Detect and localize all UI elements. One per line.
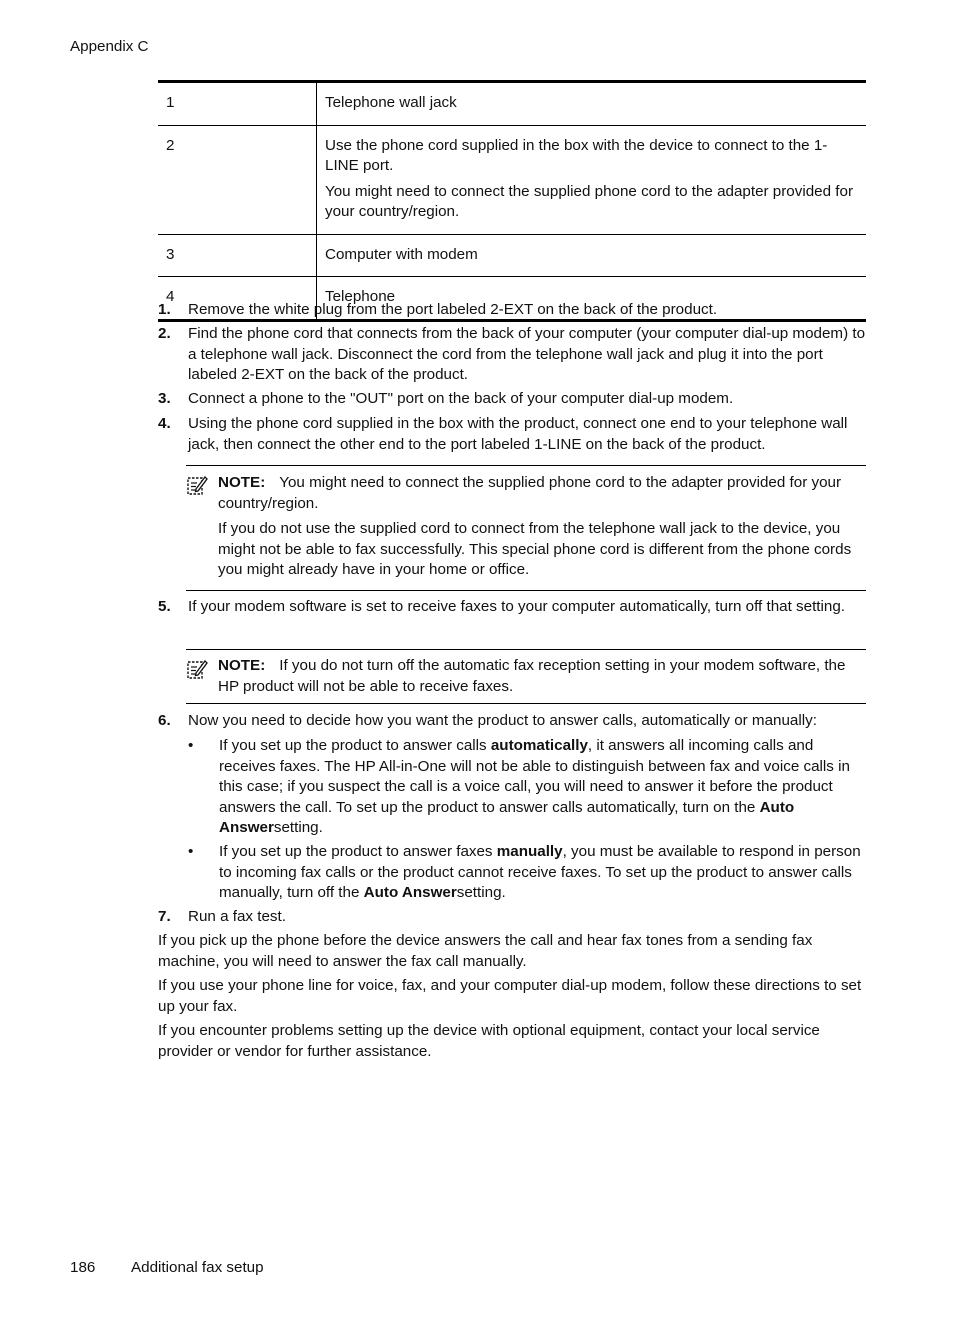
step-text: Remove the white plug from the port labeled 2-EXT on the back of the product. <box>188 301 718 318</box>
note-text: You might need to connect the supplied phone cord to the adapter provided for your country/region. <box>218 474 842 512</box>
step-number: 2. <box>158 325 171 342</box>
body-paragraph: If you pick up the phone before the device answers the call and hear fax tones from a sending fax machine, you will need to answer the fax call manually. <box>158 932 813 970</box>
callout-number: 3 <box>158 234 317 277</box>
step-6 <box>158 711 868 732</box>
step-text: If your modem software is set to receive faxes to your computer automatically, turn off that setting. <box>188 598 846 615</box>
table-row <box>158 234 866 277</box>
text-run: setting. <box>273 819 323 836</box>
step-text: Now you need to decide how you want the product to answer calls, automatically or manually: <box>188 712 817 729</box>
text-run: If you set up the product to answer calls <box>219 737 491 754</box>
note-icon <box>186 658 208 680</box>
step-4 <box>158 414 868 455</box>
note-label: NOTE: <box>218 474 266 491</box>
text-run: If you set up the product to answer faxes <box>219 843 497 860</box>
note-label: NOTE: <box>218 657 266 674</box>
bold-run: automatically <box>490 737 588 754</box>
note-text: If you do not turn off the automatic fax reception setting in your modem software, the HP product will not be able to receive faxes. <box>218 657 846 695</box>
page-number: 186 <box>70 1259 96 1276</box>
note-paragraph <box>218 473 866 514</box>
step-number: 1. <box>158 301 171 318</box>
text-run: setting. <box>456 884 506 901</box>
callout-description <box>317 125 867 234</box>
step-text: Run a fax test. <box>188 908 286 925</box>
callout-description <box>317 82 867 126</box>
bullet-manual <box>188 842 868 904</box>
bullet-dot: • <box>188 737 194 754</box>
callout-number: 1 <box>158 82 317 126</box>
step-text: Connect a phone to the "OUT" port on the back of your computer dial-up modem. <box>188 390 734 407</box>
bold-run: Auto Answer <box>363 884 457 901</box>
running-header: Appendix C <box>70 38 149 55</box>
step-3 <box>158 389 868 410</box>
step-text: Using the phone cord supplied in the box with the product, connect one end to your telephone wall jack, then connect the other end to the port labeled 1-LINE on the back of the product. <box>188 415 848 453</box>
step-2 <box>158 324 868 386</box>
step-5 <box>158 597 868 618</box>
bullet-dot: • <box>188 843 194 860</box>
callout-number: 2 <box>158 125 317 234</box>
bold-run: manually <box>496 843 563 860</box>
bullet-text <box>219 842 868 904</box>
note-paragraph <box>218 656 866 697</box>
step-number: 7. <box>158 908 171 925</box>
note-paragraph: If you do not use the supplied cord to connect from the telephone wall jack to the device, you might not be able to fax successfully. This special phone cord is different from the phone cords you might already have in your home or office. <box>218 520 852 578</box>
bullet-automatic <box>188 736 868 839</box>
text-run: , it answers all incoming calls and receives faxes. The HP All-in-One will not be able to distinguish between fax and voice calls in this case; if you suspect the call is a voice call, you will need to answer it before the product answers the call. To set up the product to answer calls automatically, turn on the <box>219 737 850 816</box>
bold-run: Auto Answer <box>219 798 795 836</box>
table-row <box>158 125 866 234</box>
text-run: , you must be available to respond in person to incoming fax calls or the product cannot receive faxes. To set up the product to answer calls manually, turn off the <box>219 843 861 901</box>
callout-number: 4 <box>158 277 317 321</box>
callout-text: Telephone wall jack <box>325 94 457 111</box>
step-number: 3. <box>158 390 171 407</box>
table-row <box>158 82 866 126</box>
body-paragraph: If you use your phone line for voice, fax, and your computer dial-up modem, follow these directions to set up your fax. <box>158 977 862 1015</box>
step-text: Find the phone cord that connects from the back of your computer (your computer dial-up modem) to a telephone wall jack. Disconnect the cord from the telephone wall jack and plug it into the port labeled 2-EXT on the back of the product. <box>188 325 866 383</box>
callout-text: Computer with modem <box>325 245 478 263</box>
note-icon <box>186 474 208 496</box>
body-paragraph: If you encounter problems setting up the device with optional equipment, contact your local service provider or vendor for further assistance. <box>158 1022 820 1060</box>
callout-description <box>317 234 867 277</box>
step-number: 4. <box>158 415 171 432</box>
note-box <box>186 649 866 704</box>
step-7 <box>158 907 868 928</box>
footer-section-title: Additional fax setup <box>131 1259 264 1276</box>
step-1 <box>158 300 868 321</box>
callout-text: Telephone <box>325 288 396 305</box>
note-box <box>186 465 866 591</box>
callout-table <box>158 80 866 322</box>
callout-text: You might need to connect the supplied phone cord to the adapter provided for your country/region. <box>325 182 854 220</box>
step-number: 5. <box>158 598 171 615</box>
callout-text: Use the phone cord supplied in the box with the device to connect to the 1-LINE port. <box>325 136 828 174</box>
step-number: 6. <box>158 712 171 729</box>
bullet-text <box>219 736 868 839</box>
